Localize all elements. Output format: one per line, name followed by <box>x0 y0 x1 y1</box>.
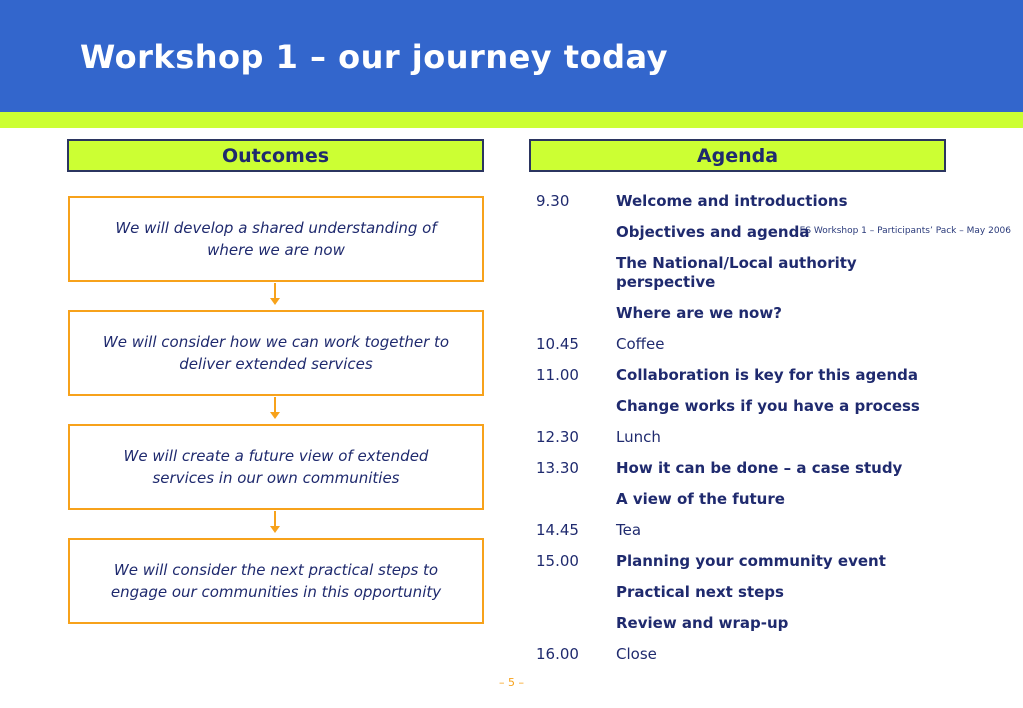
agenda-row <box>536 583 956 602</box>
header-banner <box>0 0 1023 112</box>
page-title: Workshop 1 – our journey today <box>80 38 668 76</box>
agenda-row <box>536 335 956 354</box>
agenda-time <box>536 223 616 242</box>
agenda-row <box>536 459 956 478</box>
agenda-item: Objectives and agenda <box>616 223 810 241</box>
agenda-time: 9.30 <box>536 192 570 210</box>
agenda-time: 15.00 <box>536 552 579 570</box>
agenda-item: Welcome and introductions <box>616 192 848 210</box>
agenda-time <box>536 583 616 602</box>
agenda-item: Tea <box>616 521 642 539</box>
agenda-list <box>536 192 956 676</box>
agenda-time: 13.30 <box>536 459 579 477</box>
agenda-row <box>536 428 956 447</box>
agenda-item: Close <box>616 645 657 663</box>
outcome-box: We will develop a shared understanding of where we are now <box>68 196 484 282</box>
agenda-row <box>536 254 956 292</box>
agenda-item: Coffee <box>616 335 665 353</box>
agenda-heading: Agenda <box>529 139 946 172</box>
outcome-box: We will consider how we can work together to deliver extended services <box>68 310 484 396</box>
agenda-item: Lunch <box>616 428 661 446</box>
agenda-time <box>536 304 616 323</box>
agenda-time <box>536 490 616 509</box>
agenda-time <box>536 254 616 292</box>
agenda-item: A view of the future <box>616 490 785 508</box>
agenda-item: Collaboration is key for this agenda <box>616 366 918 384</box>
agenda-row <box>536 490 956 509</box>
agenda-time: 12.30 <box>536 428 579 446</box>
agenda-item: Practical next steps <box>616 583 784 601</box>
agenda-time <box>536 397 616 416</box>
agenda-time: 14.45 <box>536 521 579 539</box>
agenda-row <box>536 192 956 211</box>
agenda-row <box>536 366 956 385</box>
agenda-time <box>536 614 616 633</box>
agenda-row <box>536 552 956 571</box>
outcome-box: We will consider the next practical steps to engage our communities in this opportunity <box>68 538 484 624</box>
agenda-row <box>536 645 956 664</box>
agenda-item: Change works if you have a process <box>616 397 920 415</box>
agenda-item: Planning your community event <box>616 552 886 570</box>
page-number: – 5 – <box>499 676 524 689</box>
agenda-row <box>536 614 956 633</box>
agenda-row <box>536 521 956 540</box>
agenda-item: The National/Local authority perspective <box>616 254 857 291</box>
agenda-row <box>536 397 956 416</box>
agenda-row <box>536 223 956 242</box>
document-note: ES Workshop 1 – Participants’ Pack – May 2006 <box>799 226 1011 236</box>
agenda-time: 16.00 <box>536 645 579 663</box>
agenda-item: Where are we now? <box>616 304 782 322</box>
agenda-time: 11.00 <box>536 366 579 384</box>
agenda-row <box>536 304 956 323</box>
agenda-item: How it can be done – a case study <box>616 459 903 477</box>
agenda-item: Review and wrap-up <box>616 614 789 632</box>
outcomes-heading: Outcomes <box>67 139 484 172</box>
outcome-box: We will create a future view of extended services in our own communities <box>68 424 484 510</box>
agenda-time: 10.45 <box>536 335 579 353</box>
